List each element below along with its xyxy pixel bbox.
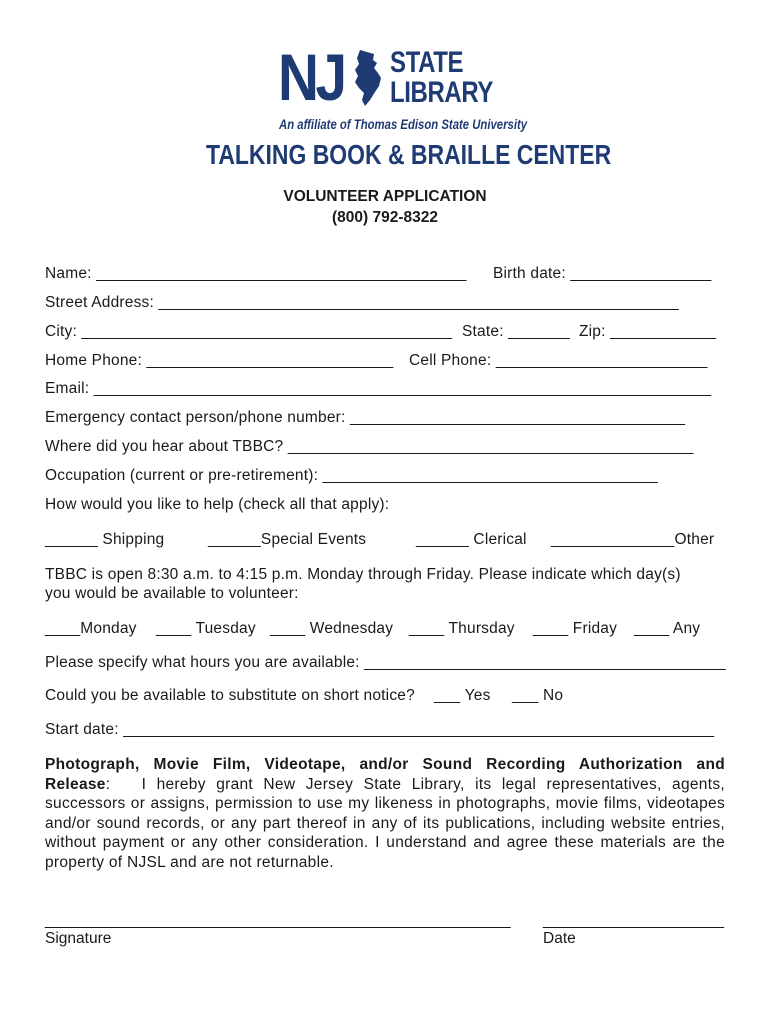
- help-option-clerical[interactable]: ______ Clerical: [416, 531, 527, 548]
- day-friday[interactable]: ____ Friday: [533, 620, 618, 637]
- street-address-field[interactable]: Street Address: ___________________________________________________________: [45, 294, 679, 311]
- logo-nj-text: NJ: [278, 40, 344, 114]
- day-thursday[interactable]: ____ Thursday: [409, 620, 515, 637]
- name-field[interactable]: Name: __________________________________________: [45, 265, 467, 282]
- new-jersey-map-icon: [350, 48, 390, 108]
- form-phone: (800) 792-8322: [332, 209, 438, 226]
- home-phone-field[interactable]: Home Phone: ____________________________: [45, 352, 394, 369]
- cell-phone-field[interactable]: Cell Phone: ________________________: [409, 352, 708, 369]
- logo-library-text: LIBRARY: [390, 76, 493, 109]
- signature-label: Signature: [45, 930, 112, 947]
- release-heading: Photograph, Movie Film, Videotape, and/or Sound Recording Authorization and Release: [45, 756, 725, 793]
- substitute-no[interactable]: ___ No: [512, 687, 564, 704]
- center-title: TALKING BOOK & BRAILLE CENTER: [206, 139, 612, 170]
- open-hours-text-2: you would be available to volunteer:: [45, 585, 299, 602]
- logo-state-text: STATE: [390, 46, 464, 79]
- zip-field[interactable]: Zip: ____________: [579, 323, 716, 340]
- day-tuesday[interactable]: ____ Tuesday: [156, 620, 256, 637]
- logo-affiliate-text: An affiliate of Thomas Edison State University: [279, 117, 528, 132]
- day-any[interactable]: ____ Any: [634, 620, 701, 637]
- substitute-yes[interactable]: ___ Yes: [434, 687, 491, 704]
- start-date-field[interactable]: Start date: ___________________________________________________________________: [45, 721, 715, 738]
- birth-date-field[interactable]: Birth date: ________________: [493, 265, 712, 282]
- release-paragraph: [45, 755, 725, 873]
- form-title: VOLUNTEER APPLICATION: [283, 188, 487, 205]
- release-colon: :: [105, 775, 111, 793]
- emergency-contact-field[interactable]: Emergency contact person/phone number: ______________________________________: [45, 409, 686, 426]
- heard-about-field[interactable]: Where did you hear about TBBC? ______________________________________________: [45, 438, 694, 455]
- occupation-field[interactable]: Occupation (current or pre-retirement): ______________________________________: [45, 467, 658, 484]
- state-field[interactable]: State: _______: [462, 323, 570, 340]
- help-option-special-events[interactable]: ______Special Events: [208, 531, 367, 548]
- date-label: Date: [543, 930, 576, 947]
- signature-rule[interactable]: ______________________________________________________: [45, 912, 511, 929]
- nj-state-library-logo: [278, 40, 528, 134]
- date-rule[interactable]: _____________________: [543, 912, 725, 929]
- open-hours-text-1: TBBC is open 8:30 a.m. to 4:15 p.m. Monday through Friday. Please indicate which day(s): [45, 566, 681, 583]
- help-option-other[interactable]: ______________Other: [551, 531, 715, 548]
- release-body: I hereby grant New Jersey State Library, its legal representatives, agents, successors or assigns, permission to use my likeness in photographs, movie films, videotapes and/or sound records, or any part thereof in any of its publications, including website entries, without payment or any other consideration. I understand and agree these materials are the property of NJSL and are not returnable.: [45, 775, 725, 871]
- help-question: How would you like to help (check all that apply):: [45, 496, 390, 513]
- email-field[interactable]: Email: ______________________________________________________________________: [45, 380, 712, 397]
- day-monday[interactable]: ____Monday: [45, 620, 137, 637]
- city-field[interactable]: City: __________________________________________: [45, 323, 452, 340]
- help-option-shipping[interactable]: ______ Shipping: [45, 531, 165, 548]
- substitute-question: Could you be available to substitute on short notice?: [45, 687, 415, 704]
- day-wednesday[interactable]: ____ Wednesday: [270, 620, 394, 637]
- available-hours-field[interactable]: Please specify what hours you are available: _________________________________________: [45, 654, 726, 671]
